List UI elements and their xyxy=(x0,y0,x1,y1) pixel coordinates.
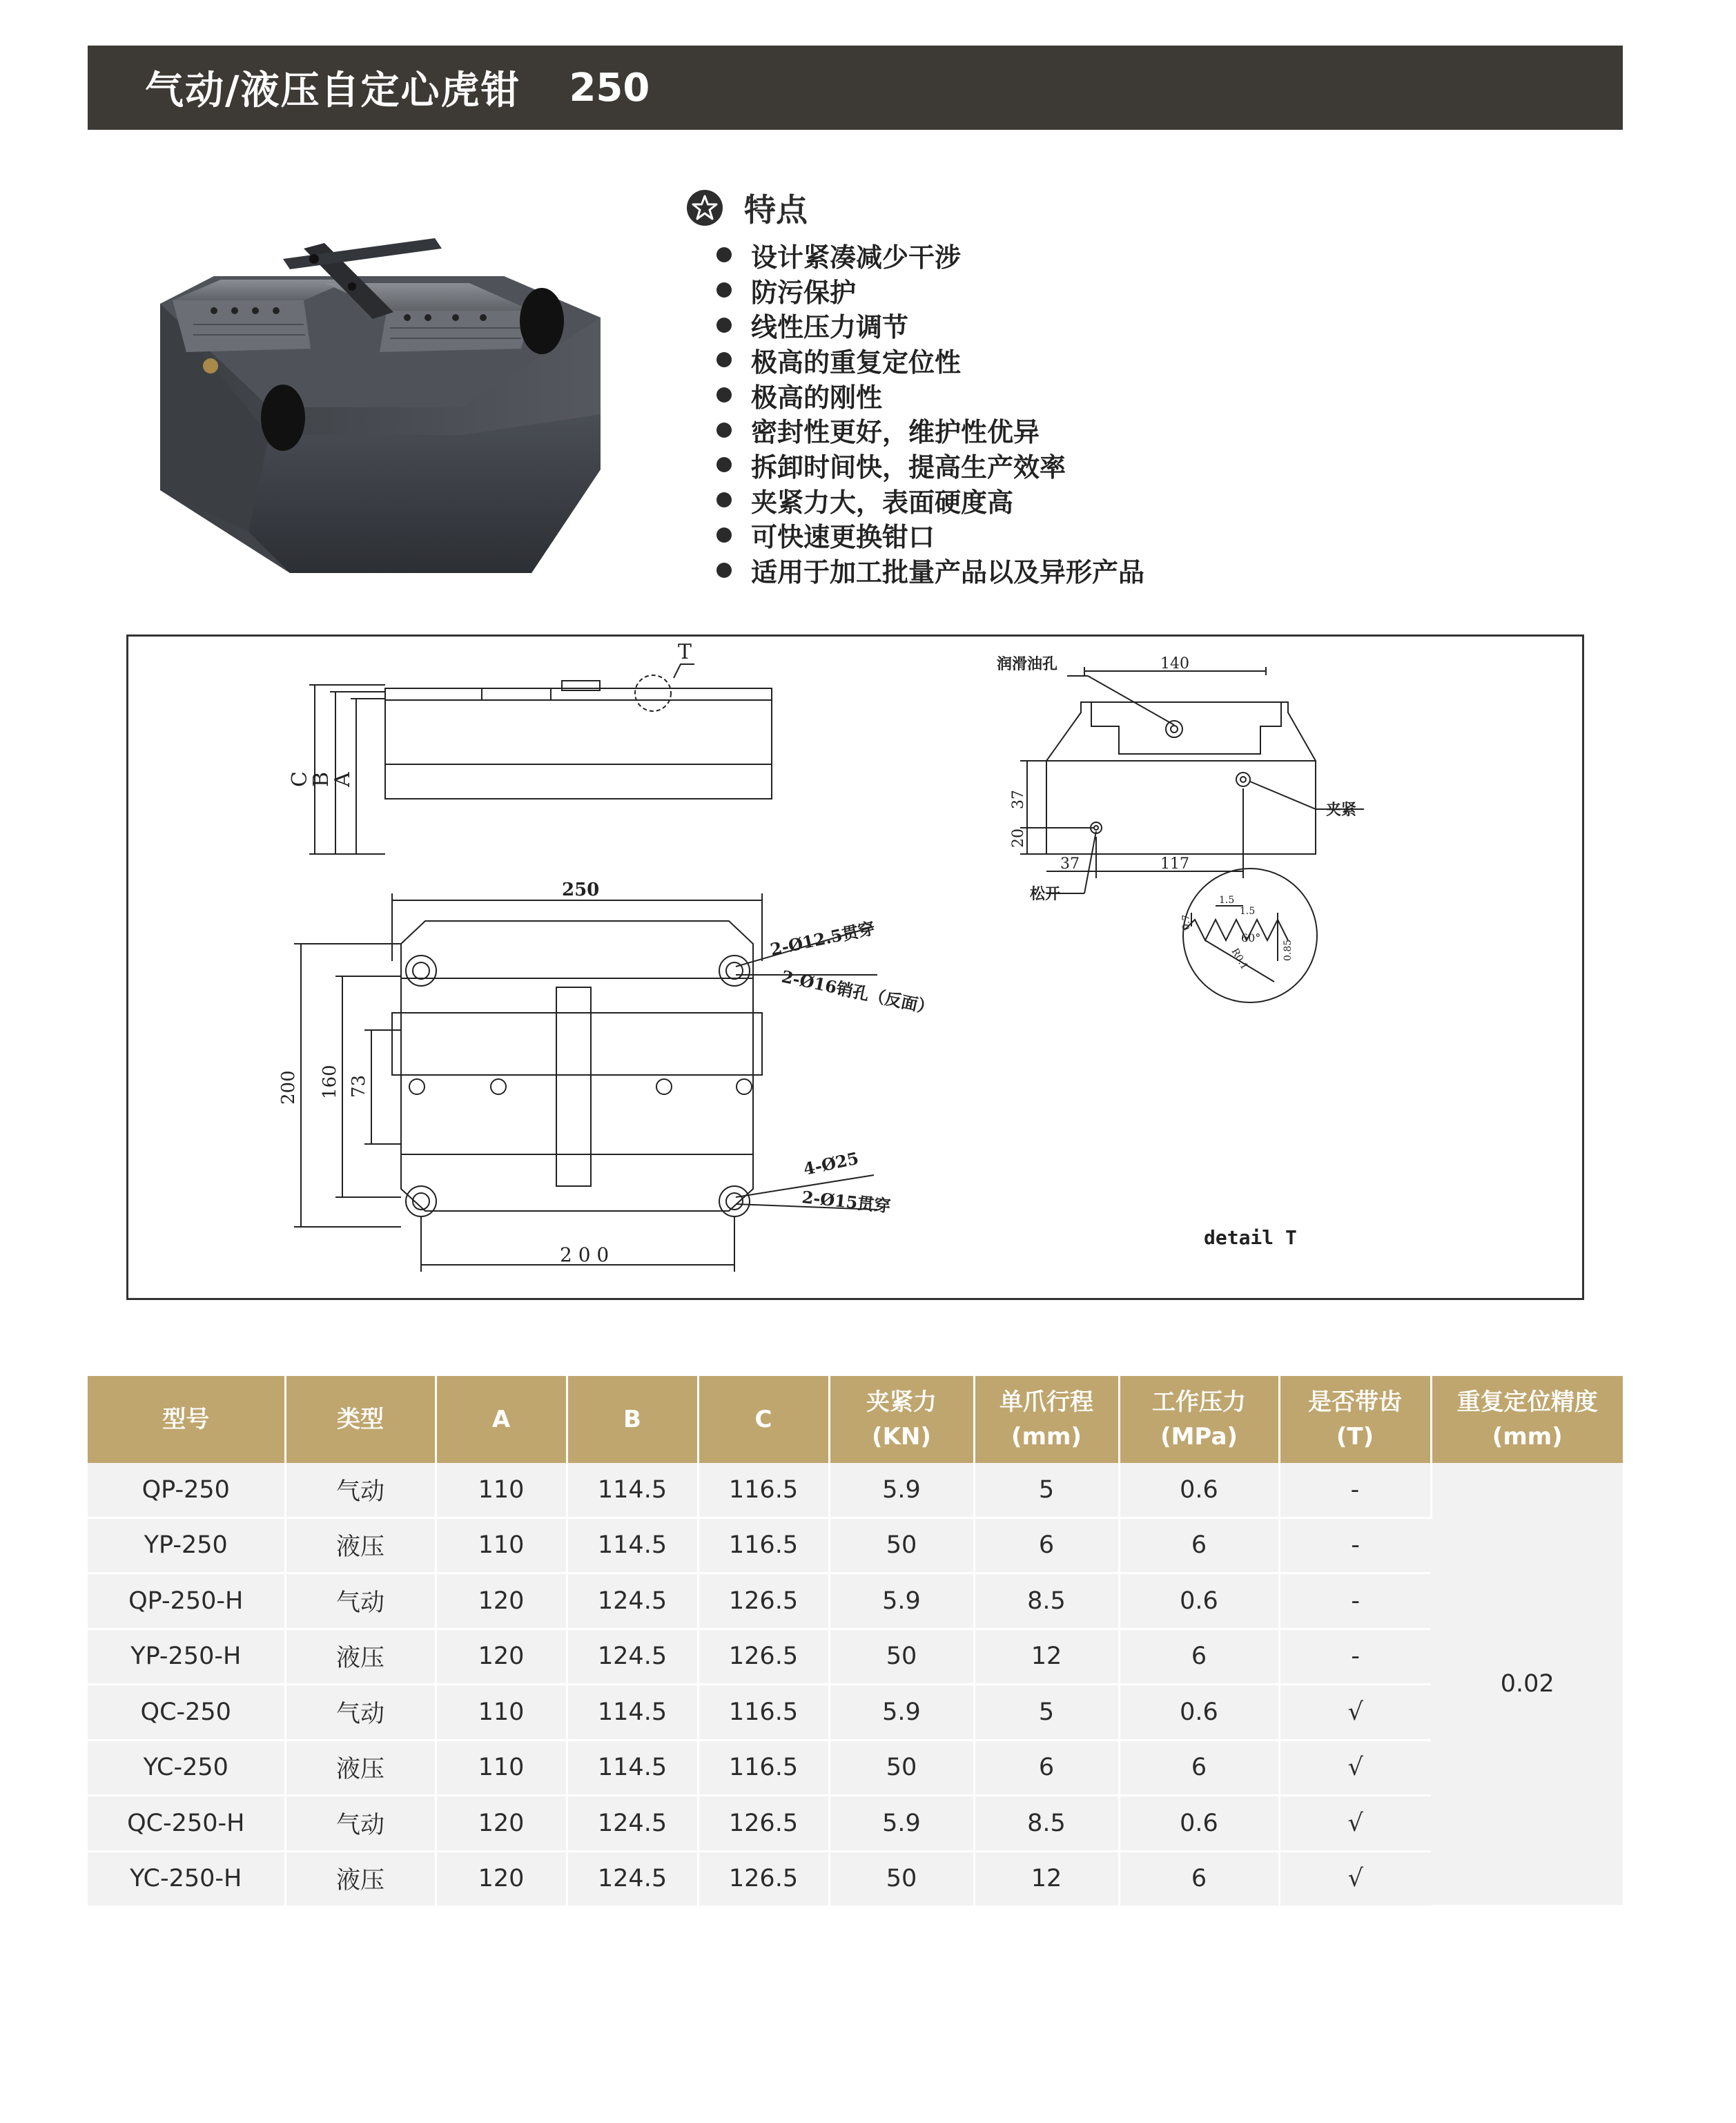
feature-text: 夹紧力大，表面硬度高 xyxy=(751,487,1014,518)
cell: 气动 xyxy=(285,1685,436,1741)
cell: 126.5 xyxy=(698,1851,829,1906)
detail-dim-60: 60° xyxy=(1241,931,1261,944)
page-title: 气动/液压自定心虎钳 xyxy=(145,68,521,113)
cell: 50 xyxy=(829,1518,974,1573)
dim-200-bottom-label: 2 0 0 xyxy=(560,1243,609,1266)
detail-dim-085: 0.85 xyxy=(1283,939,1294,961)
cell: - xyxy=(1279,1573,1431,1629)
bullet-icon xyxy=(716,282,732,298)
bullet-icon xyxy=(716,527,732,543)
feature-item xyxy=(716,378,1144,413)
header-jaw-stroke: 单爪行程 (mm) xyxy=(974,1376,1119,1463)
cell: 5 xyxy=(974,1685,1119,1741)
cell: 114.5 xyxy=(567,1518,698,1573)
release-port-label: 松开 xyxy=(1030,885,1061,903)
bullet-icon xyxy=(716,423,732,438)
dim-37-vertical-label: 37 xyxy=(1010,790,1027,809)
dim-b-label: B xyxy=(309,771,333,787)
bullet-icon xyxy=(716,247,732,262)
cell: 50 xyxy=(829,1851,974,1906)
feature-item xyxy=(716,342,1144,378)
hole-note-2: 2-Ø16销孔（反面） xyxy=(779,966,936,1018)
cell: 液压 xyxy=(285,1851,436,1906)
header-a: A xyxy=(436,1376,567,1463)
detail-t-title: detail T xyxy=(1204,1226,1297,1249)
cell: 6 xyxy=(1119,1629,1279,1685)
cell: √ xyxy=(1279,1851,1431,1906)
cell: √ xyxy=(1279,1740,1431,1796)
cell: 114.5 xyxy=(567,1740,698,1796)
product-photo xyxy=(145,200,614,581)
cell: 114.5 xyxy=(567,1463,698,1518)
feature-item xyxy=(716,412,1144,447)
cell: 50 xyxy=(829,1740,974,1796)
features-heading xyxy=(686,185,808,231)
cell: 12 xyxy=(974,1629,1119,1685)
cell: 0.6 xyxy=(1119,1685,1279,1741)
cell: 114.5 xyxy=(567,1685,698,1741)
cell: 120 xyxy=(436,1573,567,1629)
cell: YC-250-H xyxy=(88,1851,285,1906)
cell: - xyxy=(1279,1629,1431,1685)
cell: 126.5 xyxy=(698,1629,829,1685)
cell: 气动 xyxy=(285,1573,436,1629)
header-pressure: 工作压力 (MPa) xyxy=(1119,1376,1279,1463)
hole-note-3: 4-Ø25 xyxy=(801,1147,861,1179)
cell: 0.6 xyxy=(1119,1796,1279,1852)
detail-dim-07: 0.7 xyxy=(1181,914,1192,930)
dim-200-side-label: 200 xyxy=(278,1070,299,1105)
table-row xyxy=(88,1851,1623,1906)
dim-a-label: A xyxy=(331,772,355,787)
repeatability-cell: 0.02 xyxy=(1431,1463,1623,1906)
cell: 5.9 xyxy=(829,1685,974,1741)
cell: 6 xyxy=(974,1518,1119,1573)
feature-item xyxy=(716,483,1144,518)
cell: 6 xyxy=(1119,1518,1279,1573)
cell: QC-250-H xyxy=(88,1796,285,1852)
table-row xyxy=(88,1740,1623,1796)
technical-drawing xyxy=(126,634,1584,1300)
cell: 12 xyxy=(974,1851,1119,1906)
model-number: 250 xyxy=(569,65,650,110)
cell: 110 xyxy=(436,1463,567,1518)
header-clamp-force: 夹紧力 (KN) xyxy=(829,1376,974,1463)
bullet-icon xyxy=(716,352,732,367)
lube-hole-label: 润滑油孔 xyxy=(997,655,1058,673)
table-row xyxy=(88,1518,1623,1573)
feature-text: 极高的重复定位性 xyxy=(751,347,962,378)
table-row xyxy=(88,1685,1623,1741)
cell: 110 xyxy=(436,1740,567,1796)
cell: 116.5 xyxy=(698,1685,829,1741)
bullet-icon xyxy=(716,318,732,333)
cell: 116.5 xyxy=(698,1518,829,1573)
cell: 126.5 xyxy=(698,1796,829,1852)
cell: 116.5 xyxy=(698,1463,829,1518)
dim-140-label: 140 xyxy=(1160,655,1189,672)
cell: 液压 xyxy=(285,1518,436,1573)
feature-text: 线性压力调节 xyxy=(751,312,909,343)
cell: 0.6 xyxy=(1119,1573,1279,1629)
table-row xyxy=(88,1463,1623,1518)
cell: 110 xyxy=(436,1685,567,1741)
cell: YP-250 xyxy=(88,1518,285,1573)
feature-item xyxy=(716,307,1144,342)
table-row xyxy=(88,1629,1623,1685)
title-bar xyxy=(88,46,1623,130)
cell: 116.5 xyxy=(698,1740,829,1796)
table-header-row xyxy=(88,1376,1623,1463)
dim-117-label: 117 xyxy=(1160,855,1189,873)
cell: 5.9 xyxy=(829,1796,974,1852)
detail-dim-r: R0.1 xyxy=(1229,947,1250,972)
cell: 124.5 xyxy=(567,1573,698,1629)
star-icon xyxy=(686,189,723,226)
cell: QC-250 xyxy=(88,1685,285,1741)
cell: YC-250 xyxy=(88,1740,285,1796)
bullet-icon xyxy=(716,492,732,507)
cell: 8.5 xyxy=(974,1796,1119,1852)
cell: - xyxy=(1279,1518,1431,1573)
cell: 124.5 xyxy=(567,1851,698,1906)
cell: 120 xyxy=(436,1796,567,1852)
dim-c-label: C xyxy=(288,771,312,787)
cell: 120 xyxy=(436,1851,567,1906)
header-type: 类型 xyxy=(285,1376,436,1463)
spec-table xyxy=(88,1376,1623,1907)
cell: QP-250-H xyxy=(88,1573,285,1629)
feature-text: 拆卸时间快，提高生产效率 xyxy=(751,452,1066,483)
cell: √ xyxy=(1279,1796,1431,1852)
cell: 0.6 xyxy=(1119,1463,1279,1518)
feature-text: 极高的刚性 xyxy=(751,382,883,413)
clamp-port-label: 夹紧 xyxy=(1326,801,1357,819)
feature-text: 适用于加工批量产品以及异形产品 xyxy=(751,557,1145,588)
table-row xyxy=(88,1573,1623,1629)
features-list xyxy=(716,237,1144,588)
bullet-icon xyxy=(716,563,732,578)
header-b: B xyxy=(567,1376,698,1463)
dim-250-label: 250 xyxy=(562,880,600,900)
cell: 6 xyxy=(1119,1740,1279,1796)
feature-item xyxy=(716,237,1144,273)
cell: 126.5 xyxy=(698,1573,829,1629)
cell: 50 xyxy=(829,1629,974,1685)
feature-item xyxy=(716,552,1144,588)
cell: YP-250-H xyxy=(88,1629,285,1685)
dim-37-horizontal-label: 37 xyxy=(1060,855,1080,873)
cell: - xyxy=(1279,1463,1431,1518)
feature-text: 可快速更换钳口 xyxy=(751,522,935,553)
header-model: 型号 xyxy=(88,1376,285,1463)
cell: 气动 xyxy=(285,1796,436,1852)
features-title: 特点 xyxy=(744,191,808,229)
cell: 120 xyxy=(436,1629,567,1685)
hole-note-4: 2-Ø15贯穿 xyxy=(801,1187,892,1216)
t-mark-label: T xyxy=(678,640,692,664)
detail-dim-15: 1.5 xyxy=(1219,895,1235,906)
feature-text: 设计紧凑减少干涉 xyxy=(751,242,962,273)
header-c: C xyxy=(698,1376,829,1463)
cell: 5 xyxy=(974,1463,1119,1518)
cell: 液压 xyxy=(285,1740,436,1796)
cell: 液压 xyxy=(285,1629,436,1685)
cell: QP-250 xyxy=(88,1463,285,1518)
header-repeatability: 重复定位精度 (mm) xyxy=(1431,1376,1623,1463)
hole-note-1: 2-Ø12.5贯穿 xyxy=(768,918,877,960)
cell: 6 xyxy=(974,1740,1119,1796)
cell: 124.5 xyxy=(567,1629,698,1685)
feature-item xyxy=(716,273,1144,308)
feature-text: 防污保护 xyxy=(751,277,857,308)
cell: 5.9 xyxy=(829,1573,974,1629)
cell: √ xyxy=(1279,1685,1431,1741)
feature-text: 密封性更好，维护性优异 xyxy=(751,417,1040,448)
bullet-icon xyxy=(716,457,732,472)
feature-item xyxy=(716,518,1144,553)
detail-dim-15b: 1.5 xyxy=(1240,906,1256,917)
table-row xyxy=(88,1796,1623,1852)
dim-73-label: 73 xyxy=(349,1074,369,1098)
cell: 110 xyxy=(436,1518,567,1573)
bullet-icon xyxy=(716,387,732,403)
cell: 8.5 xyxy=(974,1573,1119,1629)
cell: 气动 xyxy=(285,1463,436,1518)
feature-item xyxy=(716,447,1144,483)
cell: 124.5 xyxy=(567,1796,698,1852)
drawing-canvas xyxy=(128,637,1582,1298)
cell: 6 xyxy=(1119,1851,1279,1906)
dim-20-label: 20 xyxy=(1010,828,1027,848)
header-teeth: 是否带齿 (T) xyxy=(1279,1376,1431,1463)
dim-160-label: 160 xyxy=(320,1065,340,1099)
cell: 5.9 xyxy=(829,1463,974,1518)
